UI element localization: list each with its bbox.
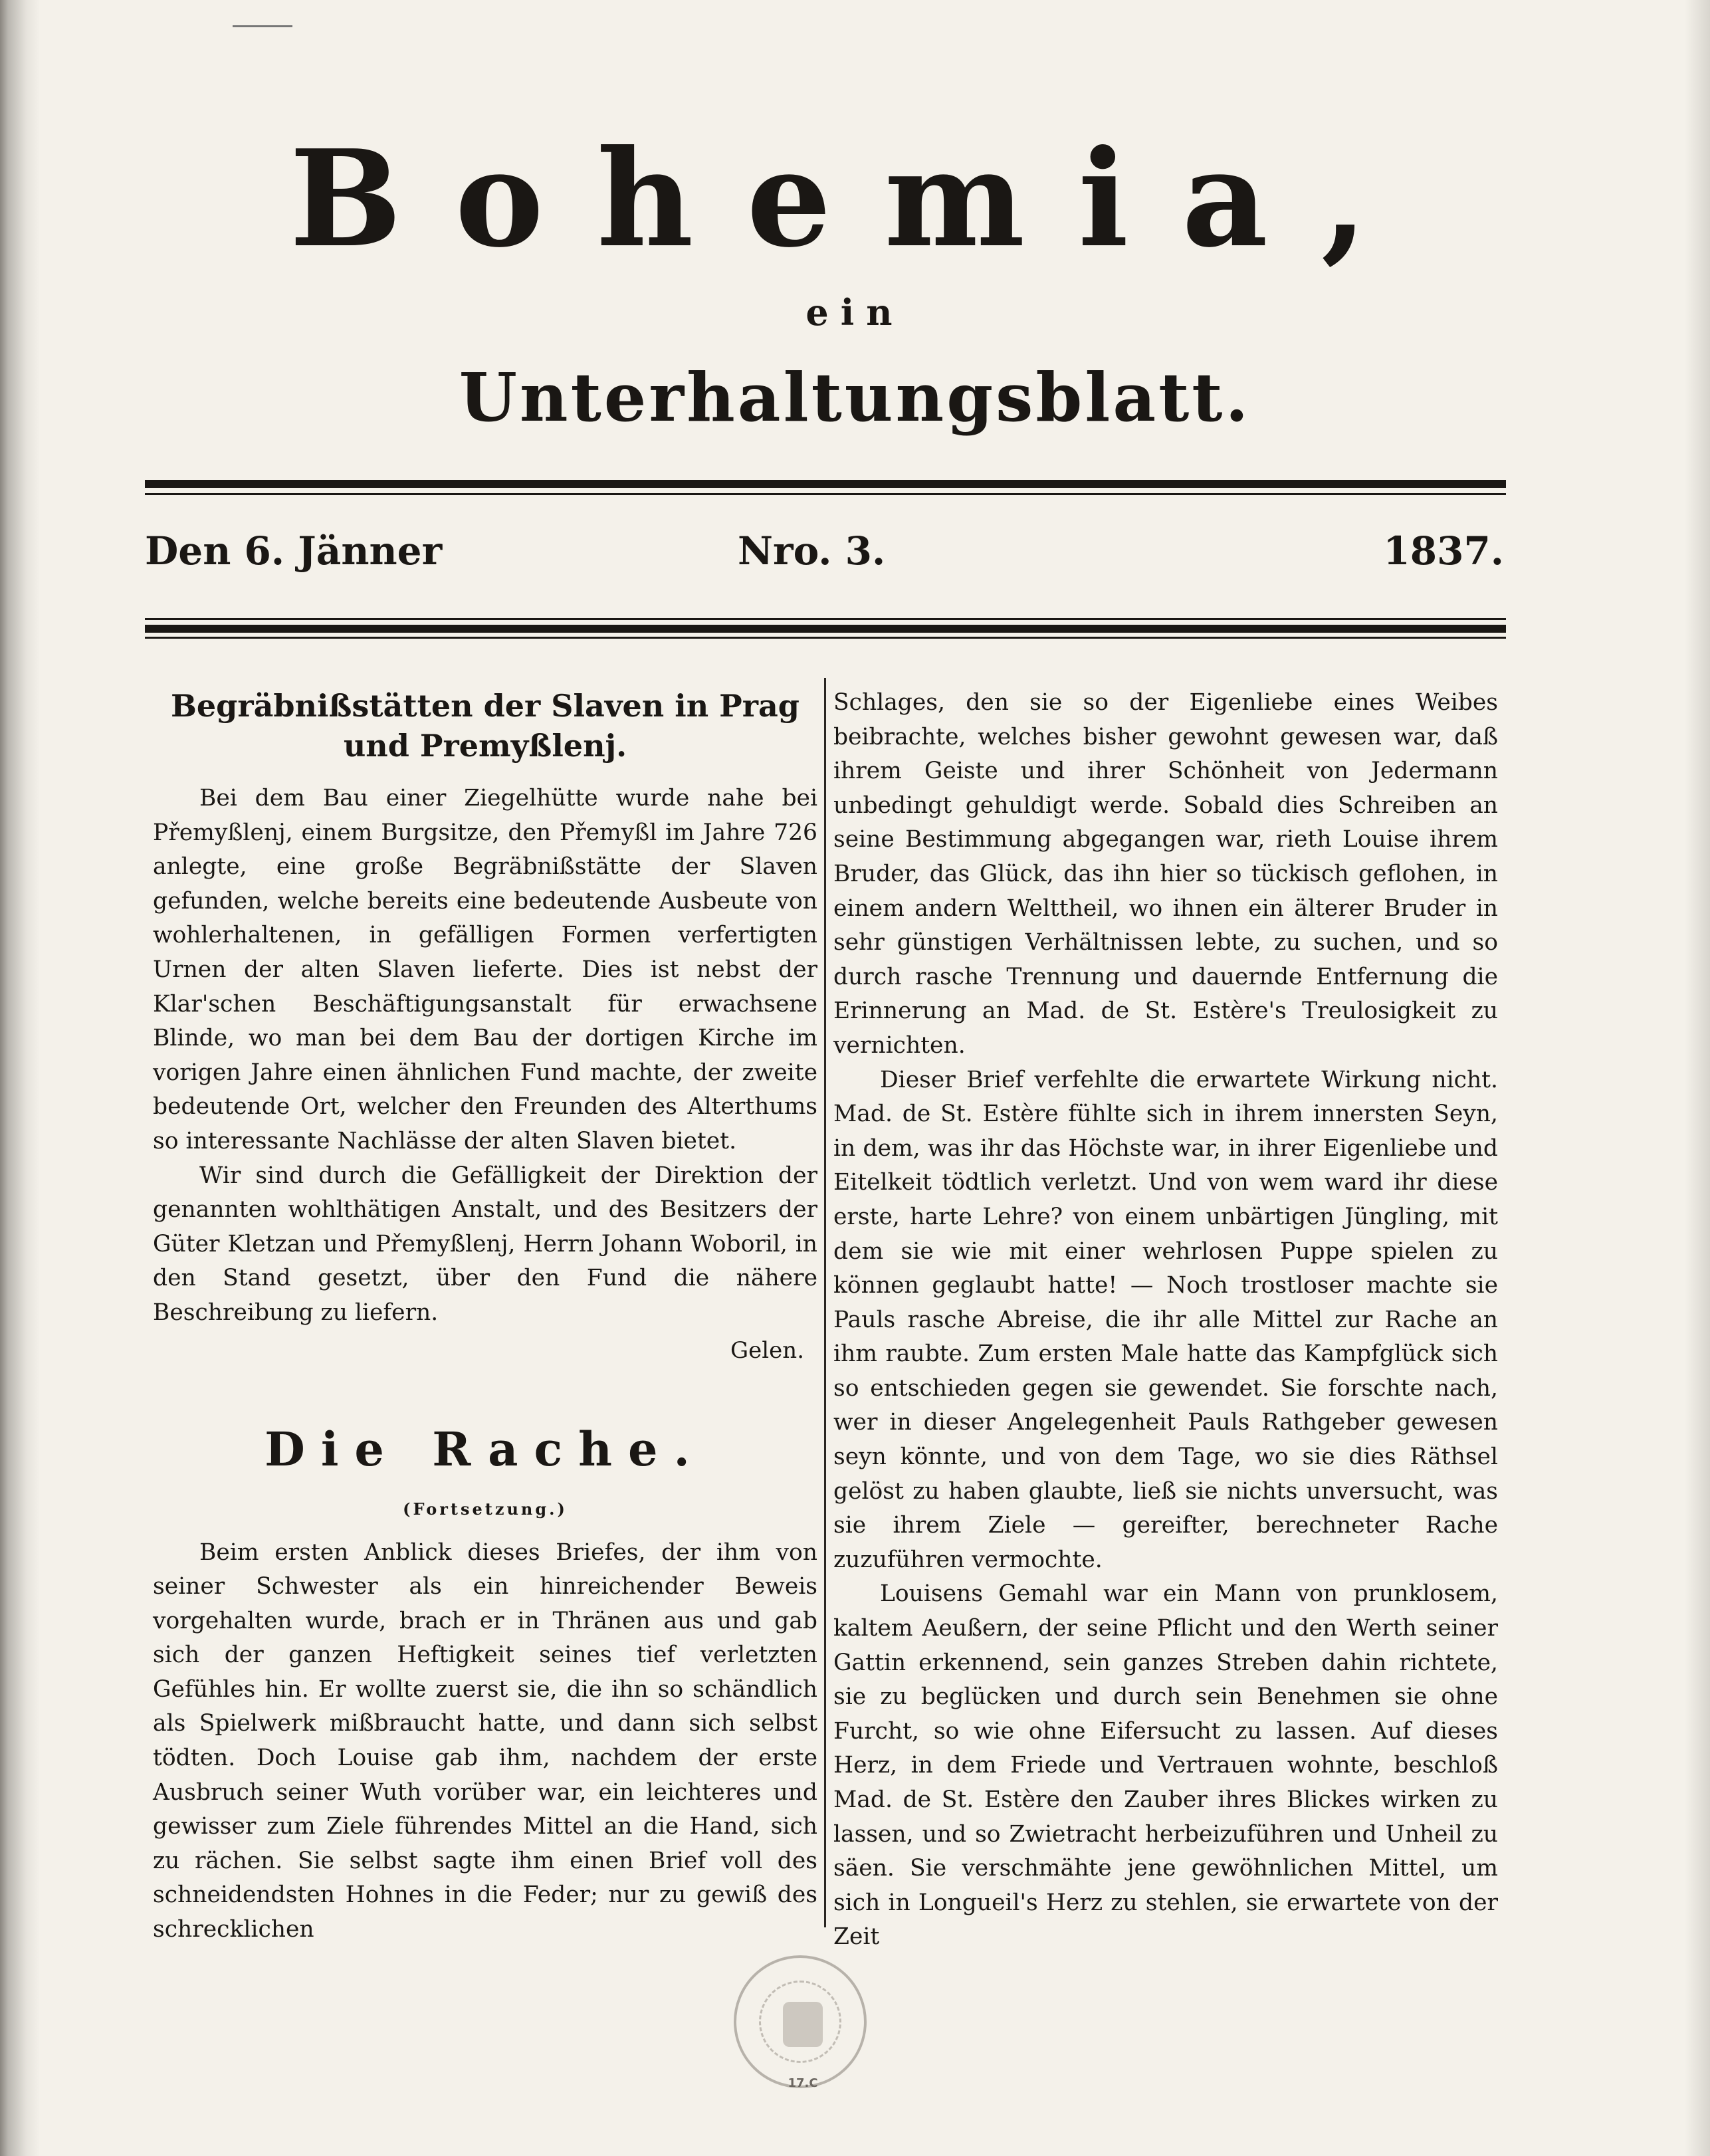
library-stamp-number: 17.C	[788, 2076, 818, 2090]
article1-paragraph: Bei dem Bau einer Ziegelhütte wurde nahe bei Přemyßlenj, einem Burgsitze, den Přemyßl im Jahre 726 anlegte, eine große Begräbnißstätte der Slaven gefunden, welche bereits eine bedeutende Ausbeute von wohlerhaltenen, in gefälligen Formen verfertigten Urnen der alten Slaven lieferte. Dies ist nebst der Klar'schen Beschäftigungsanstalt für erwachsene Blinde, wo man bei dem Bau der dortigen Kirche im vorigen Jahre einen ähnlichen Fund machte, der zweite bedeutende Ort, welcher den Freunden des Alterthums so interessante Nachlässe der alten Slaven bietet.	[153, 785, 817, 1154]
article1-title: Begräbnißstätten der Slaven in Prag und Premyßlenj.	[171, 688, 800, 764]
masthead-title: Bohemia,	[289, 121, 1421, 277]
library-stamp	[734, 1955, 867, 2088]
article1-paragraph: Wir sind durch die Gefälligkeit der Direktion der genannten wohlthätigen Anstalt, und des Besitzers der Güter Kletzan und Přemyßlenj, Herrn Johann Woboril, in den Stand gesetzt, über den Fund die nähere Beschreibung zu liefern.	[153, 1162, 817, 1326]
article1-signature: Gelen.	[730, 1337, 804, 1364]
dateline-rule-thin-2	[145, 637, 1506, 639]
dateline-year: 1837.	[1383, 528, 1504, 574]
article2-paragraph: Beim ersten Anblick dieses Briefes, der ihm von seiner Schwester als ein hinreichender Beweis vorgehalten wurde, brach er in Thränen aus und gab sich der ganzen Heftigkeit seines tief verletzten Gefühles hin. Er wollte zuerst sie, die ihn so schändlich als Spielwerk mißbraucht hatte, und dann sich selbst tödten. Doch Louise gab ihm, nachdem der erste Ausbruch seiner Wuth vorüber war, ein leichteres und gewisser zum Ziele führendes Mittel an die Hand, sich zu rächen. Sie selbst sagte ihm einen Brief voll des schneidendsten Hohnes in die Feder; nur zu gewiß des schrecklichen	[153, 1539, 817, 1943]
article2-paragraph: Dieser Brief verfehlte die erwartete Wirkung nicht. Mad. de St. Estère fühlte sich in ihrem innersten Seyn, in dem, was ihr das Höchste war, in ihrer Eigenliebe und Eitelkeit tödtlich verletzt. Und von wem ward ihr diese erste, harte Lehre? von einem unbärtigen Jüngling, mit dem sie wie mit einer wehrlosen Puppe spielen zu können geglaubt hatte! — Noch trostloser machte sie Pauls rasche Abreise, die ihr alle Mittel zur Rache an ihm raubte. Zum ersten Male hatte das Kampfglück sich so entschieden gegen sie gewendet. Sie forschte nach, wer in dieser Angelegenheit Pauls Rathgeber gewesen seyn könnte, und von dem Tage, wo sie dies Räthsel gelöst zu haben glaubte, ließ sie nichts unversucht, was sie ihrem Ziele — gereifter, berechneter Rache zuzuführen vermochte.	[833, 1066, 1498, 1573]
article2-paragraph: Schlages, den sie so der Eigenliebe eines Weibes beibrachte, welches bisher gewohnt gewesen war, daß ihrem Geiste und ihrer Schönheit von Jedermann unbedingt gehuldigt werde. Sobald dies Schreiben an seine Bestimmung abgegangen war, rieth Louise ihrem Bruder, das Glück, das ihn hier so tückisch geflohen, in einem andern Welttheil, wo ihnen ein älterer Bruder in sehr günstigen Verhältnissen lebte, zu suchen, und so durch rasche Trennung und dauernde Entfernung die Erinnerung an Mad. de St. Estère's Treulosigkeit zu vernichten.	[833, 689, 1498, 1059]
masthead-rule-thick	[145, 480, 1506, 488]
dateline-rule-thin	[145, 618, 1506, 620]
left-column	[153, 686, 817, 1947]
right-column	[833, 686, 1498, 1955]
dateline-rule-thick	[145, 625, 1506, 633]
masthead-name: Unterhaltungsblatt.	[459, 358, 1251, 437]
article2-title: Die Rache.	[265, 1421, 706, 1477]
article2-note: (Fortsetzung.)	[403, 1499, 568, 1519]
dateline-date: Den 6. Jänner	[145, 528, 443, 574]
library-stamp-emblem	[783, 2002, 823, 2047]
masthead-subtitle: ein	[805, 291, 905, 334]
dateline-number: Nro. 3.	[738, 528, 886, 574]
article2-paragraph: Louisens Gemahl war ein Mann von prunklosem, kaltem Aeußern, der seine Pflicht und den Werth seiner Gattin erkennend, sein ganzes Streben dahin richtete, sie zu beglücken und durch sein Benehmen sie ohne Furcht, so wie ohne Eifersucht zu lassen. Auf dieses Herz, in dem Friede und Vertrauen wohnte, beschloß Mad. de St. Estère den Zauber ihres Blickes wirken zu lassen, und so Zwietracht herbeizuführen und Unheil zu säen. Sie verschmähte jene gewöhnlichen Mittel, um sich in Longueil's Herz zu stehlen, sie erwartete von der Zeit	[833, 1580, 1498, 1951]
column-divider	[824, 678, 826, 1927]
scan-mark	[233, 25, 292, 27]
masthead-rule-thin	[145, 493, 1506, 495]
